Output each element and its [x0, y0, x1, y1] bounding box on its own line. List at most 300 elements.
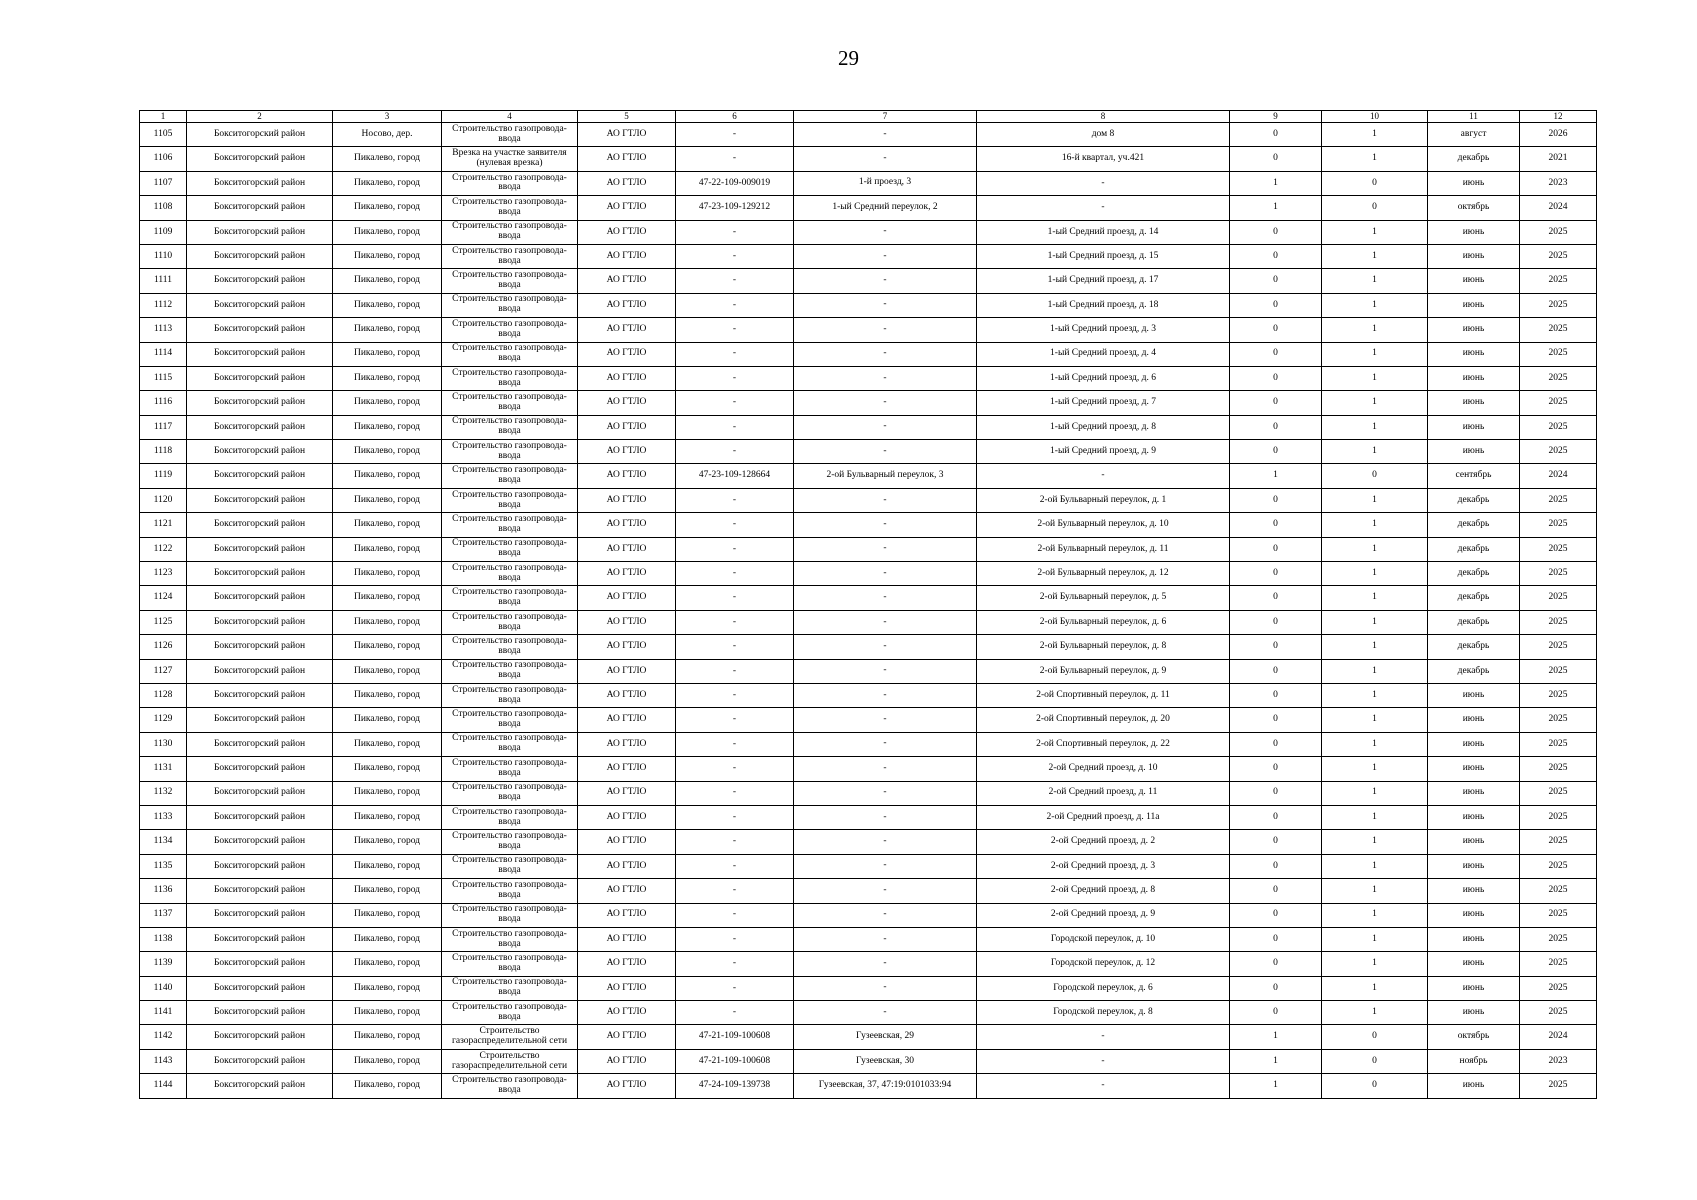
- year-cell: 2025: [1520, 854, 1597, 878]
- row-number-cell: 1129: [140, 708, 187, 732]
- row-number-cell: 1113: [140, 318, 187, 342]
- month-cell: декабрь: [1428, 659, 1520, 683]
- year-cell: 2025: [1520, 513, 1597, 537]
- col10-value-cell: 1: [1322, 903, 1428, 927]
- settlement-cell: Пикалево, город: [333, 757, 442, 781]
- col9-value-cell: 0: [1230, 147, 1322, 171]
- object-address-cell: -: [794, 440, 977, 464]
- row-number-cell: 1137: [140, 903, 187, 927]
- object-address-cell: -: [794, 342, 977, 366]
- district-cell: Бокситогорский район: [187, 732, 333, 756]
- district-cell: Бокситогорский район: [187, 269, 333, 293]
- organization-cell: АО ГТЛО: [578, 976, 676, 1000]
- month-cell: июнь: [1428, 683, 1520, 707]
- month-cell: июнь: [1428, 1001, 1520, 1025]
- month-cell: июнь: [1428, 927, 1520, 951]
- col10-value-cell: 1: [1322, 976, 1428, 1000]
- column-header-12: 12: [1520, 111, 1597, 123]
- organization-cell: АО ГТЛО: [578, 488, 676, 512]
- row-number-cell: 1120: [140, 488, 187, 512]
- year-cell: 2023: [1520, 171, 1597, 195]
- object-address-cell: Гузеевская, 30: [794, 1049, 977, 1073]
- work-type-cell: Строительство газопровода-ввода: [442, 415, 578, 439]
- object-address-cell: -: [794, 147, 977, 171]
- table-row: [140, 1025, 1597, 1049]
- work-type-cell: Строительство газопровода-ввода: [442, 757, 578, 781]
- row-number-cell: 1123: [140, 562, 187, 586]
- district-cell: Бокситогорский район: [187, 196, 333, 220]
- table-row: [140, 927, 1597, 951]
- object-address-cell: -: [794, 244, 977, 268]
- row-number-cell: 1122: [140, 537, 187, 561]
- applicant-address-cell: 2-ой Средний проезд, д. 11: [977, 781, 1230, 805]
- table-row: [140, 586, 1597, 610]
- row-number-cell: 1138: [140, 927, 187, 951]
- col10-value-cell: 1: [1322, 659, 1428, 683]
- settlement-cell: Носово, дер.: [333, 123, 442, 147]
- organization-cell: АО ГТЛО: [578, 464, 676, 488]
- year-cell: 2025: [1520, 952, 1597, 976]
- col10-value-cell: 0: [1322, 171, 1428, 195]
- organization-cell: АО ГТЛО: [578, 903, 676, 927]
- cadastral-number-cell: -: [676, 488, 794, 512]
- organization-cell: АО ГТЛО: [578, 854, 676, 878]
- district-cell: Бокситогорский район: [187, 854, 333, 878]
- year-cell: 2025: [1520, 244, 1597, 268]
- col9-value-cell: 0: [1230, 318, 1322, 342]
- row-number-cell: 1109: [140, 220, 187, 244]
- month-cell: июнь: [1428, 805, 1520, 829]
- work-type-cell: Строительство газопровода-ввода: [442, 488, 578, 512]
- settlement-cell: Пикалево, город: [333, 562, 442, 586]
- table-row: [140, 562, 1597, 586]
- col10-value-cell: 1: [1322, 537, 1428, 561]
- cadastral-number-cell: -: [676, 830, 794, 854]
- row-number-cell: 1142: [140, 1025, 187, 1049]
- month-cell: июнь: [1428, 952, 1520, 976]
- cadastral-number-cell: -: [676, 1001, 794, 1025]
- applicant-address-cell: Городской переулок, д. 8: [977, 1001, 1230, 1025]
- column-header-8: 8: [977, 111, 1230, 123]
- settlement-cell: Пикалево, город: [333, 805, 442, 829]
- applicant-address-cell: дом 8: [977, 123, 1230, 147]
- object-address-cell: -: [794, 513, 977, 537]
- row-number-cell: 1125: [140, 610, 187, 634]
- work-type-cell: Строительство газопровода-ввода: [442, 171, 578, 195]
- object-address-cell: -: [794, 586, 977, 610]
- settlement-cell: Пикалево, город: [333, 293, 442, 317]
- year-cell: 2023: [1520, 1049, 1597, 1073]
- settlement-cell: Пикалево, город: [333, 537, 442, 561]
- table-row: [140, 123, 1597, 147]
- work-type-cell: Строительство газопровода-ввода: [442, 854, 578, 878]
- organization-cell: АО ГТЛО: [578, 683, 676, 707]
- col9-value-cell: 0: [1230, 610, 1322, 634]
- cadastral-number-cell: -: [676, 537, 794, 561]
- year-cell: 2025: [1520, 683, 1597, 707]
- settlement-cell: Пикалево, город: [333, 976, 442, 1000]
- year-cell: 2025: [1520, 708, 1597, 732]
- month-cell: июнь: [1428, 220, 1520, 244]
- table-row: [140, 708, 1597, 732]
- table-row: [140, 269, 1597, 293]
- object-address-cell: -: [794, 683, 977, 707]
- applicant-address-cell: -: [977, 464, 1230, 488]
- district-cell: Бокситогорский район: [187, 244, 333, 268]
- work-type-cell: Строительство газопровода-ввода: [442, 464, 578, 488]
- work-type-cell: Строительство газопровода-ввода: [442, 318, 578, 342]
- settlement-cell: Пикалево, город: [333, 318, 442, 342]
- settlement-cell: Пикалево, город: [333, 1025, 442, 1049]
- applicant-address-cell: -: [977, 196, 1230, 220]
- organization-cell: АО ГТЛО: [578, 781, 676, 805]
- district-cell: Бокситогорский район: [187, 586, 333, 610]
- settlement-cell: Пикалево, город: [333, 1001, 442, 1025]
- applicant-address-cell: 2-ой Средний проезд, д. 8: [977, 879, 1230, 903]
- year-cell: 2025: [1520, 586, 1597, 610]
- row-number-cell: 1117: [140, 415, 187, 439]
- table-row: [140, 683, 1597, 707]
- settlement-cell: Пикалево, город: [333, 708, 442, 732]
- settlement-cell: Пикалево, город: [333, 342, 442, 366]
- organization-cell: АО ГТЛО: [578, 318, 676, 342]
- cadastral-number-cell: -: [676, 879, 794, 903]
- applicant-address-cell: 2-ой Бульварный переулок, д. 9: [977, 659, 1230, 683]
- district-cell: Бокситогорский район: [187, 708, 333, 732]
- month-cell: июнь: [1428, 830, 1520, 854]
- cadastral-number-cell: 47-23-109-129212: [676, 196, 794, 220]
- district-cell: Бокситогорский район: [187, 927, 333, 951]
- column-header-9: 9: [1230, 111, 1322, 123]
- applicant-address-cell: 1-ый Средний проезд, д. 17: [977, 269, 1230, 293]
- col9-value-cell: 0: [1230, 732, 1322, 756]
- row-number-cell: 1134: [140, 830, 187, 854]
- work-type-cell: Строительство газопровода-ввода: [442, 708, 578, 732]
- work-type-cell: Строительство газопровода-ввода: [442, 927, 578, 951]
- settlement-cell: Пикалево, город: [333, 854, 442, 878]
- year-cell: 2025: [1520, 1001, 1597, 1025]
- col9-value-cell: 0: [1230, 879, 1322, 903]
- month-cell: июнь: [1428, 879, 1520, 903]
- row-number-cell: 1115: [140, 366, 187, 390]
- table-row: [140, 464, 1597, 488]
- year-cell: 2025: [1520, 879, 1597, 903]
- object-address-cell: -: [794, 635, 977, 659]
- organization-cell: АО ГТЛО: [578, 1001, 676, 1025]
- organization-cell: АО ГТЛО: [578, 147, 676, 171]
- district-cell: Бокситогорский район: [187, 1049, 333, 1073]
- year-cell: 2025: [1520, 610, 1597, 634]
- organization-cell: АО ГТЛО: [578, 293, 676, 317]
- month-cell: июнь: [1428, 171, 1520, 195]
- applicant-address-cell: 2-ой Бульварный переулок, д. 6: [977, 610, 1230, 634]
- object-address-cell: -: [794, 830, 977, 854]
- work-type-cell: Строительство газопровода-ввода: [442, 952, 578, 976]
- settlement-cell: Пикалево, город: [333, 220, 442, 244]
- object-address-cell: -: [794, 757, 977, 781]
- object-address-cell: -: [794, 220, 977, 244]
- table-row: [140, 513, 1597, 537]
- settlement-cell: Пикалево, город: [333, 513, 442, 537]
- col10-value-cell: 1: [1322, 586, 1428, 610]
- col9-value-cell: 0: [1230, 488, 1322, 512]
- col10-value-cell: 1: [1322, 683, 1428, 707]
- cadastral-number-cell: 47-23-109-128664: [676, 464, 794, 488]
- col10-value-cell: 1: [1322, 732, 1428, 756]
- district-cell: Бокситогорский район: [187, 391, 333, 415]
- object-address-cell: -: [794, 805, 977, 829]
- applicant-address-cell: 2-ой Средний проезд, д. 11а: [977, 805, 1230, 829]
- applicant-address-cell: 1-ый Средний проезд, д. 15: [977, 244, 1230, 268]
- month-cell: июнь: [1428, 976, 1520, 1000]
- work-type-cell: Строительство газопровода-ввода: [442, 123, 578, 147]
- table-row: [140, 610, 1597, 634]
- organization-cell: АО ГТЛО: [578, 562, 676, 586]
- work-type-cell: Строительство газораспределительной сети: [442, 1025, 578, 1049]
- column-number-row: [140, 111, 1597, 123]
- work-type-cell: Врезка на участке заявителя (нулевая врезка): [442, 147, 578, 171]
- applicant-address-cell: Городской переулок, д. 10: [977, 927, 1230, 951]
- object-address-cell: -: [794, 610, 977, 634]
- applicant-address-cell: Городской переулок, д. 12: [977, 952, 1230, 976]
- row-number-cell: 1135: [140, 854, 187, 878]
- district-cell: Бокситогорский район: [187, 488, 333, 512]
- work-type-cell: Строительство газопровода-ввода: [442, 610, 578, 634]
- row-number-cell: 1144: [140, 1074, 187, 1098]
- applicant-address-cell: 2-ой Средний проезд, д. 2: [977, 830, 1230, 854]
- organization-cell: АО ГТЛО: [578, 220, 676, 244]
- work-type-cell: Строительство газопровода-ввода: [442, 683, 578, 707]
- applicant-address-cell: 16-й квартал, уч.421: [977, 147, 1230, 171]
- applicant-address-cell: 2-ой Бульварный переулок, д. 8: [977, 635, 1230, 659]
- column-header-10: 10: [1322, 111, 1428, 123]
- work-type-cell: Строительство газопровода-ввода: [442, 732, 578, 756]
- district-cell: Бокситогорский район: [187, 562, 333, 586]
- col10-value-cell: 1: [1322, 781, 1428, 805]
- column-header-3: 3: [333, 111, 442, 123]
- year-cell: 2025: [1520, 659, 1597, 683]
- column-header-1: 1: [140, 111, 187, 123]
- year-cell: 2025: [1520, 757, 1597, 781]
- applicant-address-cell: -: [977, 1049, 1230, 1073]
- row-number-cell: 1106: [140, 147, 187, 171]
- object-address-cell: 1-ый Средний переулок, 2: [794, 196, 977, 220]
- applicant-address-cell: 2-ой Бульварный переулок, д. 5: [977, 586, 1230, 610]
- cadastral-number-cell: -: [676, 805, 794, 829]
- col9-value-cell: 0: [1230, 220, 1322, 244]
- year-cell: 2025: [1520, 366, 1597, 390]
- work-type-cell: Строительство газопровода-ввода: [442, 293, 578, 317]
- organization-cell: АО ГТЛО: [578, 805, 676, 829]
- cadastral-number-cell: 47-24-109-139738: [676, 1074, 794, 1098]
- col9-value-cell: 0: [1230, 854, 1322, 878]
- organization-cell: АО ГТЛО: [578, 635, 676, 659]
- organization-cell: АО ГТЛО: [578, 269, 676, 293]
- work-type-cell: Строительство газопровода-ввода: [442, 220, 578, 244]
- organization-cell: АО ГТЛО: [578, 440, 676, 464]
- cadastral-number-cell: -: [676, 244, 794, 268]
- month-cell: декабрь: [1428, 586, 1520, 610]
- year-cell: 2025: [1520, 220, 1597, 244]
- district-cell: Бокситогорский район: [187, 293, 333, 317]
- cadastral-number-cell: -: [676, 562, 794, 586]
- table-row: [140, 415, 1597, 439]
- year-cell: 2025: [1520, 562, 1597, 586]
- organization-cell: АО ГТЛО: [578, 757, 676, 781]
- col9-value-cell: 0: [1230, 586, 1322, 610]
- applicant-address-cell: 1-ый Средний проезд, д. 9: [977, 440, 1230, 464]
- settlement-cell: Пикалево, город: [333, 440, 442, 464]
- col10-value-cell: 1: [1322, 488, 1428, 512]
- work-type-cell: Строительство газопровода-ввода: [442, 391, 578, 415]
- organization-cell: АО ГТЛО: [578, 610, 676, 634]
- settlement-cell: Пикалево, город: [333, 415, 442, 439]
- work-type-cell: Строительство газопровода-ввода: [442, 879, 578, 903]
- applicant-address-cell: -: [977, 1025, 1230, 1049]
- month-cell: декабрь: [1428, 635, 1520, 659]
- col9-value-cell: 0: [1230, 830, 1322, 854]
- row-number-cell: 1136: [140, 879, 187, 903]
- col10-value-cell: 1: [1322, 269, 1428, 293]
- work-type-cell: Строительство газопровода-ввода: [442, 586, 578, 610]
- column-header-6: 6: [676, 111, 794, 123]
- object-address-cell: -: [794, 732, 977, 756]
- cadastral-number-cell: -: [676, 269, 794, 293]
- month-cell: июнь: [1428, 391, 1520, 415]
- month-cell: июнь: [1428, 1074, 1520, 1098]
- month-cell: декабрь: [1428, 562, 1520, 586]
- organization-cell: АО ГТЛО: [578, 171, 676, 195]
- year-cell: 2025: [1520, 293, 1597, 317]
- col9-value-cell: 0: [1230, 244, 1322, 268]
- col9-value-cell: 0: [1230, 562, 1322, 586]
- row-number-cell: 1130: [140, 732, 187, 756]
- settlement-cell: Пикалево, город: [333, 196, 442, 220]
- district-cell: Бокситогорский район: [187, 757, 333, 781]
- row-number-cell: 1132: [140, 781, 187, 805]
- col9-value-cell: 0: [1230, 927, 1322, 951]
- work-type-cell: Строительство газопровода-ввода: [442, 830, 578, 854]
- page-number: 29: [838, 46, 859, 70]
- cadastral-number-cell: -: [676, 610, 794, 634]
- year-cell: 2025: [1520, 537, 1597, 561]
- object-address-cell: -: [794, 488, 977, 512]
- district-cell: Бокситогорский район: [187, 318, 333, 342]
- object-address-cell: -: [794, 927, 977, 951]
- month-cell: июнь: [1428, 781, 1520, 805]
- settlement-cell: Пикалево, город: [333, 659, 442, 683]
- month-cell: июнь: [1428, 854, 1520, 878]
- year-cell: 2025: [1520, 440, 1597, 464]
- month-cell: август: [1428, 123, 1520, 147]
- table-row: [140, 659, 1597, 683]
- col10-value-cell: 0: [1322, 464, 1428, 488]
- month-cell: июнь: [1428, 366, 1520, 390]
- row-number-cell: 1133: [140, 805, 187, 829]
- applicant-address-cell: -: [977, 1074, 1230, 1098]
- work-type-cell: Строительство газопровода-ввода: [442, 196, 578, 220]
- work-type-cell: Строительство газопровода-ввода: [442, 562, 578, 586]
- row-number-cell: 1119: [140, 464, 187, 488]
- district-cell: Бокситогорский район: [187, 1074, 333, 1098]
- applicant-address-cell: 2-ой Бульварный переулок, д. 1: [977, 488, 1230, 512]
- organization-cell: АО ГТЛО: [578, 415, 676, 439]
- table-row: [140, 1049, 1597, 1073]
- col9-value-cell: 0: [1230, 366, 1322, 390]
- table-row: [140, 732, 1597, 756]
- object-address-cell: -: [794, 391, 977, 415]
- applicant-address-cell: 1-ый Средний проезд, д. 4: [977, 342, 1230, 366]
- col10-value-cell: 1: [1322, 562, 1428, 586]
- organization-cell: АО ГТЛО: [578, 879, 676, 903]
- district-cell: Бокситогорский район: [187, 659, 333, 683]
- month-cell: июнь: [1428, 708, 1520, 732]
- cadastral-number-cell: -: [676, 708, 794, 732]
- applicant-address-cell: 2-ой Бульварный переулок, д. 12: [977, 562, 1230, 586]
- work-type-cell: Строительство газопровода-ввода: [442, 244, 578, 268]
- col9-value-cell: 1: [1230, 196, 1322, 220]
- col9-value-cell: 0: [1230, 342, 1322, 366]
- row-number-cell: 1127: [140, 659, 187, 683]
- col10-value-cell: 1: [1322, 805, 1428, 829]
- month-cell: июнь: [1428, 269, 1520, 293]
- column-header-4: 4: [442, 111, 578, 123]
- col10-value-cell: 0: [1322, 1049, 1428, 1073]
- settlement-cell: Пикалево, город: [333, 171, 442, 195]
- settlement-cell: Пикалево, город: [333, 830, 442, 854]
- settlement-cell: Пикалево, город: [333, 366, 442, 390]
- organization-cell: АО ГТЛО: [578, 952, 676, 976]
- month-cell: июнь: [1428, 342, 1520, 366]
- settlement-cell: Пикалево, город: [333, 391, 442, 415]
- district-cell: Бокситогорский район: [187, 464, 333, 488]
- row-number-cell: 1110: [140, 244, 187, 268]
- year-cell: 2025: [1520, 488, 1597, 512]
- table-row: [140, 293, 1597, 317]
- work-type-cell: Строительство газораспределительной сети: [442, 1049, 578, 1073]
- column-header-7: 7: [794, 111, 977, 123]
- month-cell: июнь: [1428, 318, 1520, 342]
- settlement-cell: Пикалево, город: [333, 147, 442, 171]
- cadastral-number-cell: -: [676, 513, 794, 537]
- applicant-address-cell: 1-ый Средний проезд, д. 6: [977, 366, 1230, 390]
- col9-value-cell: 0: [1230, 683, 1322, 707]
- object-address-cell: Гузеевская, 29: [794, 1025, 977, 1049]
- col10-value-cell: 1: [1322, 952, 1428, 976]
- cadastral-number-cell: 47-21-109-100608: [676, 1025, 794, 1049]
- month-cell: июнь: [1428, 293, 1520, 317]
- object-address-cell: -: [794, 879, 977, 903]
- cadastral-number-cell: -: [676, 903, 794, 927]
- object-address-cell: -: [794, 976, 977, 1000]
- table-row: [140, 757, 1597, 781]
- year-cell: 2025: [1520, 1074, 1597, 1098]
- col9-value-cell: 0: [1230, 415, 1322, 439]
- settlement-cell: Пикалево, город: [333, 610, 442, 634]
- cadastral-number-cell: -: [676, 147, 794, 171]
- col9-value-cell: 1: [1230, 464, 1322, 488]
- applicant-address-cell: 2-ой Спортивный переулок, д. 11: [977, 683, 1230, 707]
- table-row: [140, 976, 1597, 1000]
- row-number-cell: 1124: [140, 586, 187, 610]
- organization-cell: АО ГТЛО: [578, 1025, 676, 1049]
- col9-value-cell: 0: [1230, 781, 1322, 805]
- month-cell: сентябрь: [1428, 464, 1520, 488]
- cadastral-number-cell: -: [676, 586, 794, 610]
- row-number-cell: 1140: [140, 976, 187, 1000]
- district-cell: Бокситогорский район: [187, 1025, 333, 1049]
- year-cell: 2025: [1520, 318, 1597, 342]
